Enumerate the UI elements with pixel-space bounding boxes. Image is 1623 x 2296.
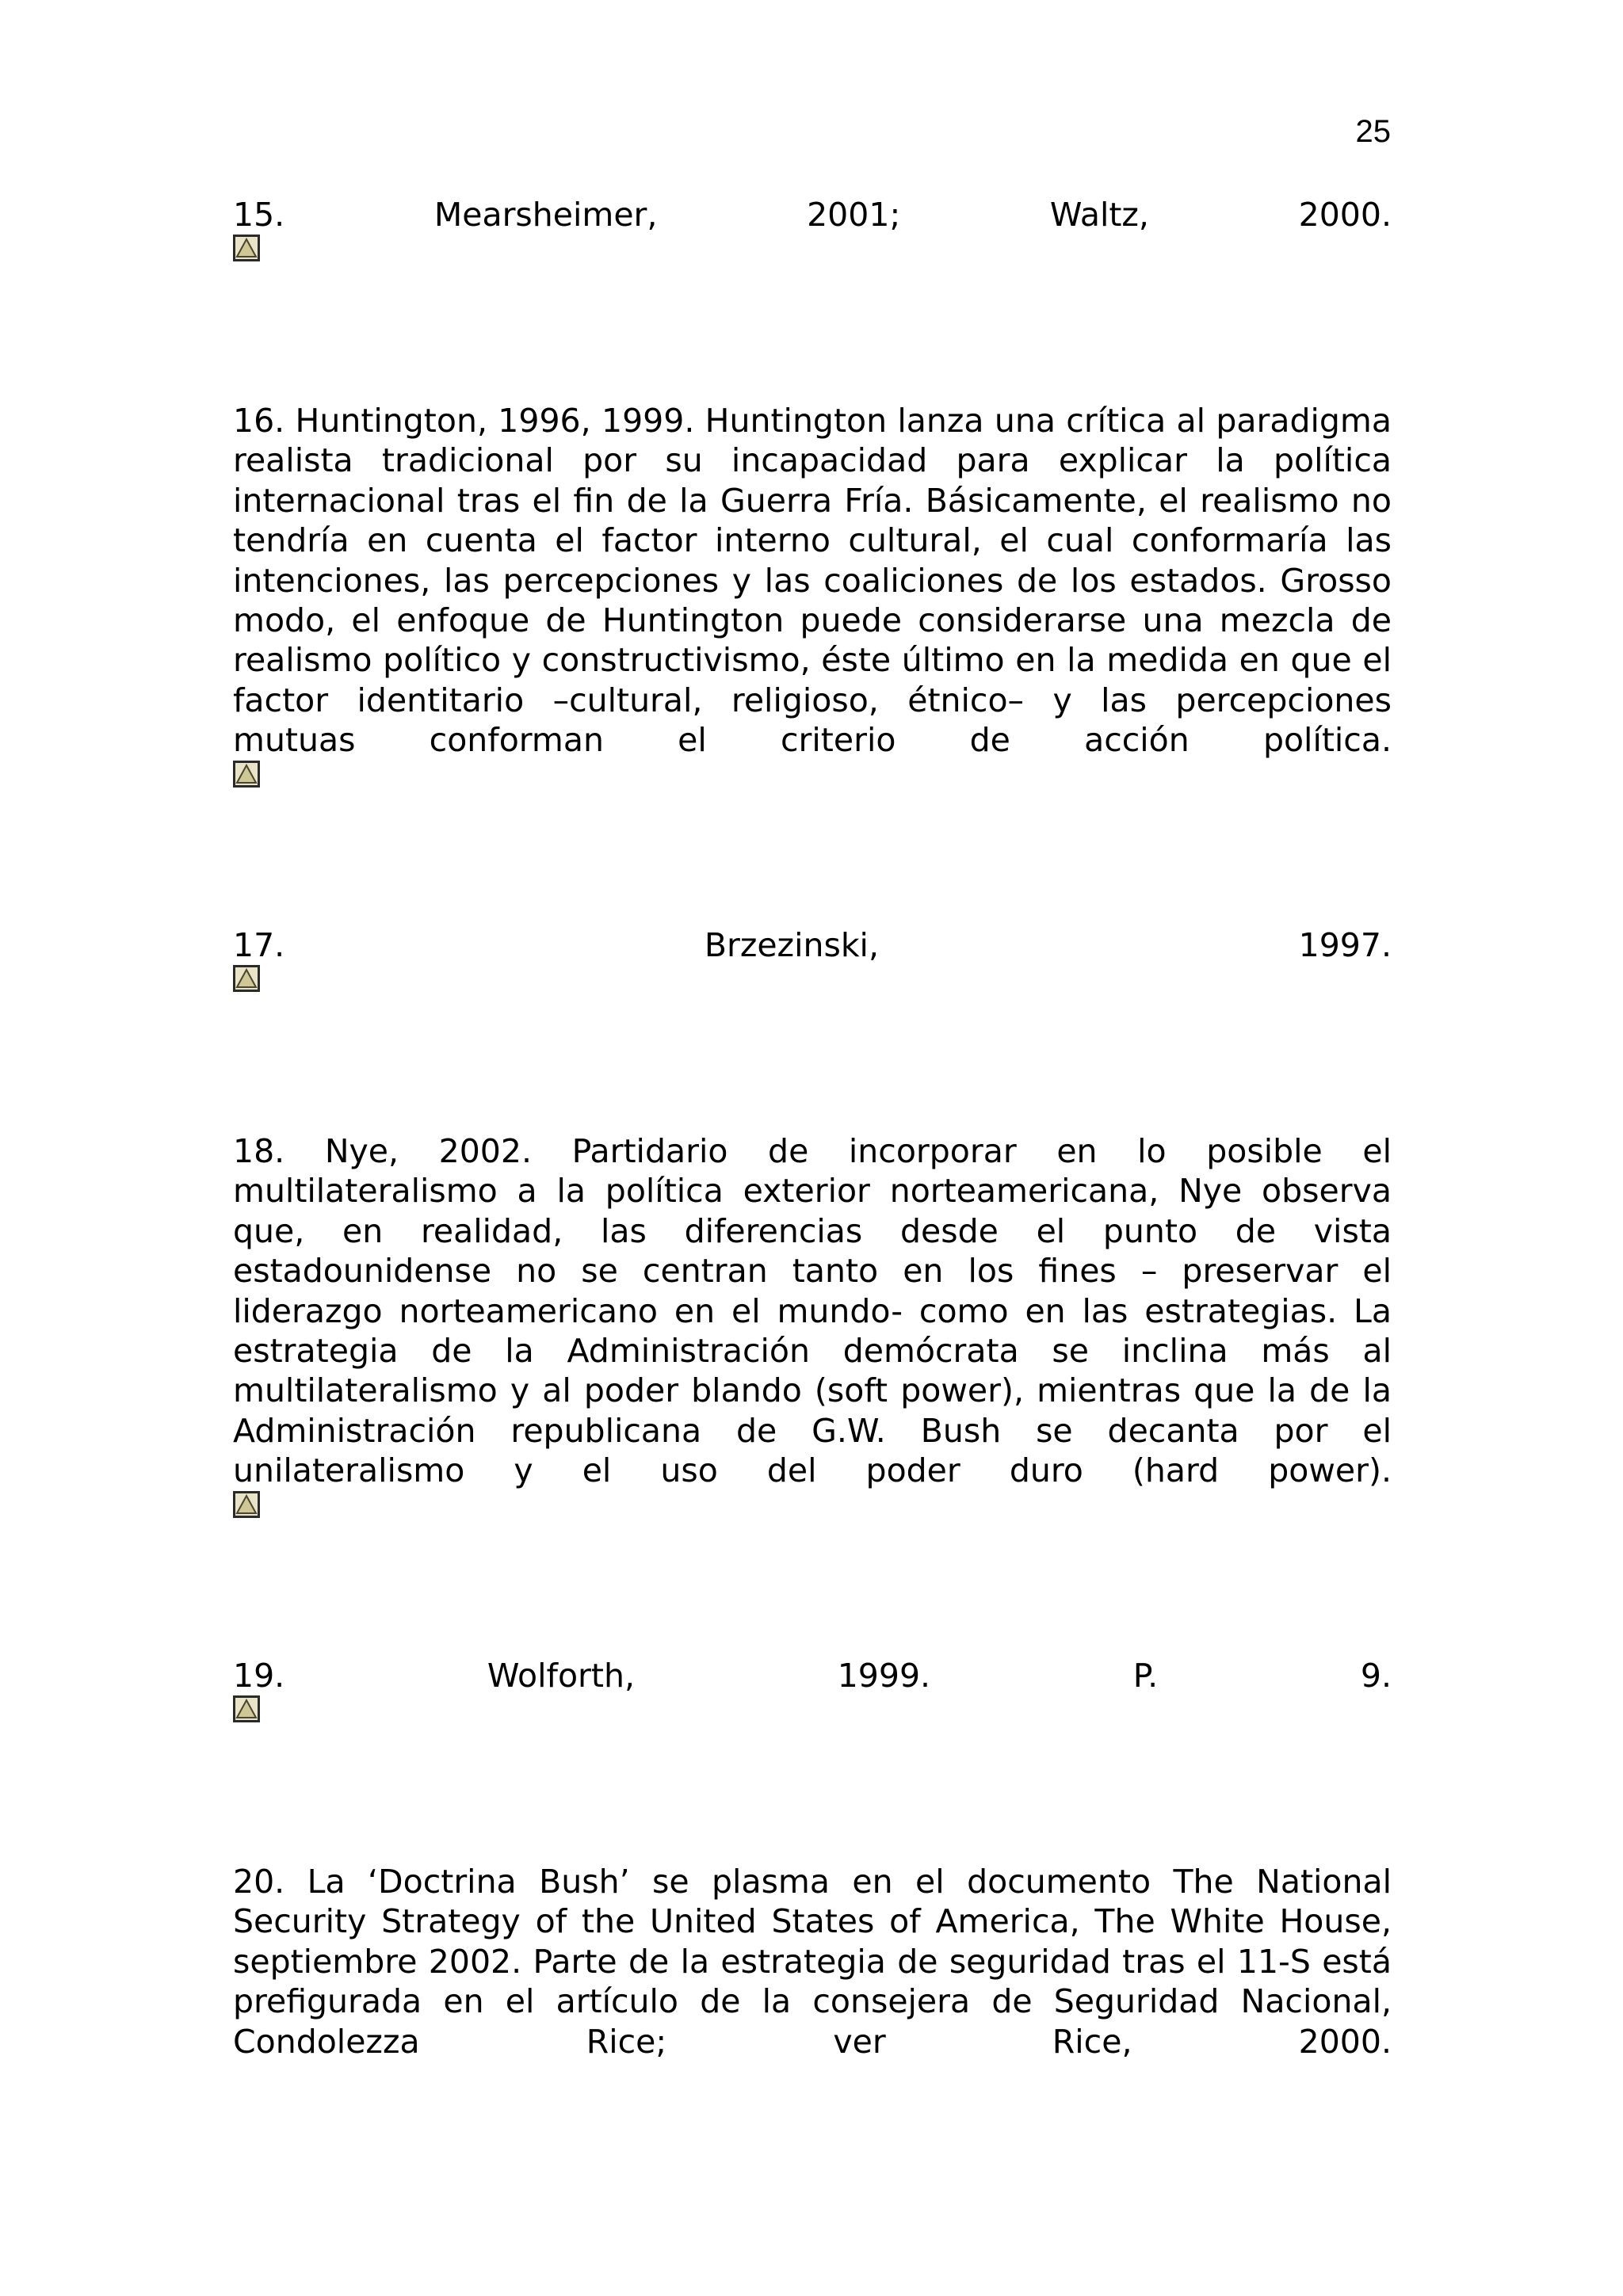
up-arrow-icon[interactable]: [233, 1491, 260, 1518]
endnote-text: 18. Nye, 2002. Partidario de incorporar en lo posible el multilateralismo a la política exterior norteamericana, Nye observa que, en realidad, las diferencias desde el punto de vista estadounidense no se centran tanto en los fines – preservar el liderazgo norteamericano en el mundo- como en las estrategias. La estrategia de la Administración demócrata se inclina más al multilateralismo y al poder blando (soft power), mientras que la de la Administración republicana de G.W. Bush se decanta por el unilateralismo y el uso del poder duro (hard power).: [233, 1132, 1392, 1490]
endnote-text: 20. La ‘Doctrina Bush’ se plasma en el documento The National Security Strategy of the United States of America, The White House, septiembre 2002. Parte de la estrategia de seguridad tras el 11-S está prefigurada en el artículo de la consejera de Seguridad Nacional, Condolezza Rice; ver Rice, 2000.: [233, 1863, 1392, 2061]
endnote-15: [233, 195, 1392, 261]
page-number: 25: [1355, 114, 1391, 149]
endnote-20: [233, 1862, 1392, 2061]
endnote-text: 16. Huntington, 1996, 1999. Huntington lanza una crítica al paradigma realista tradicional por su incapacidad para explicar la política internacional tras el fin de la Guerra Fría. Básicamente, el realismo no tendría en cuenta el factor interno cultural, el cual conformaría las intenciones, las percepciones y las coaliciones de los estados. Grosso modo, el enfoque de Huntington puede considerarse una mezcla de realismo político y constructivismo, éste último en la medida en que el factor identitario –cultural, religioso, étnico– y las percepciones mutuas conforman el criterio de acción política.: [233, 402, 1392, 760]
up-arrow-icon[interactable]: [233, 1695, 260, 1722]
endnote-text: 15. Mearsheimer, 2001; Waltz, 2000.: [233, 196, 1392, 234]
up-arrow-icon[interactable]: [233, 965, 260, 992]
up-arrow-icon[interactable]: [233, 761, 260, 788]
endnote-17: [233, 925, 1392, 992]
endnote-text: 17. Brzezinski, 1997.: [233, 926, 1392, 964]
endnote-text: 19. Wolforth, 1999. P. 9.: [233, 1657, 1392, 1695]
endnote-19: [233, 1656, 1392, 1722]
endnote-16: [233, 401, 1392, 788]
up-arrow-icon[interactable]: [233, 235, 260, 261]
endnote-18: [233, 1131, 1392, 1518]
